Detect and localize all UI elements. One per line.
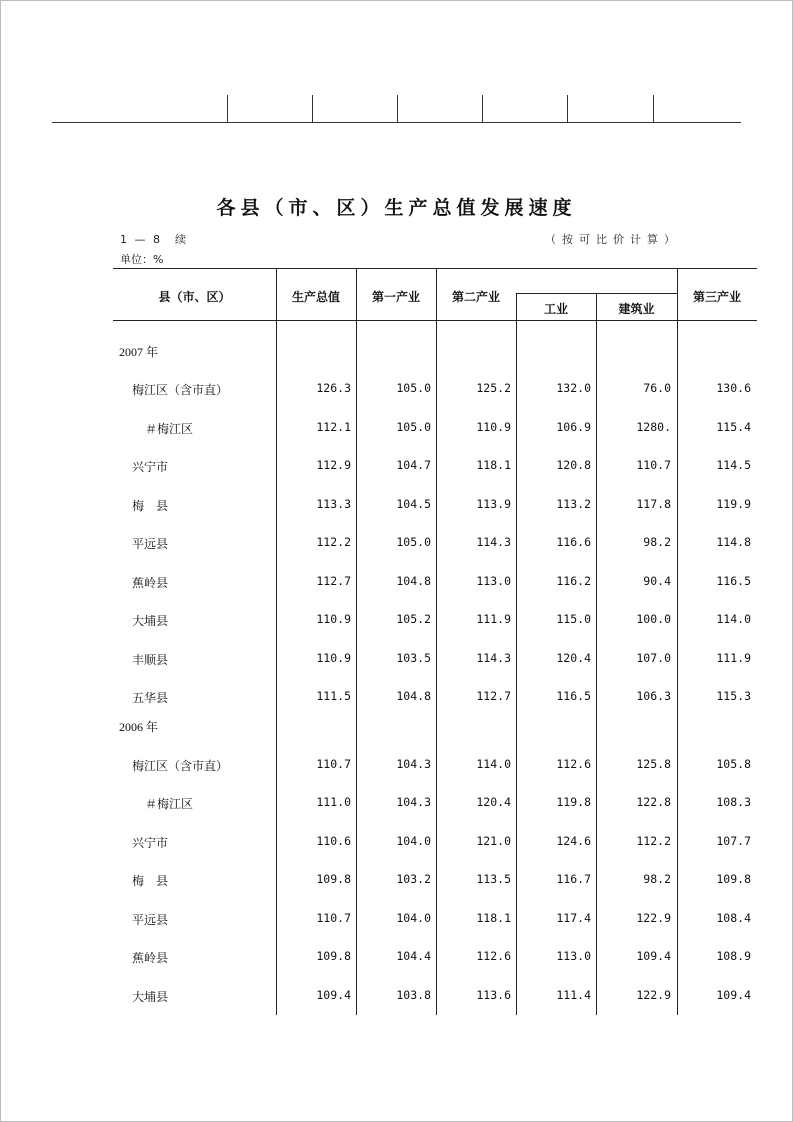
table-row: [113, 949, 757, 969]
primary-cell: 105.0: [396, 381, 431, 395]
county-name: ＃梅江区: [145, 422, 194, 436]
county-name: 五华县: [132, 691, 169, 705]
county-name: 梅 县: [132, 874, 169, 888]
table-row: [113, 535, 757, 555]
year-label: 2006 年: [119, 720, 159, 734]
unit-label: 单位：%: [120, 253, 164, 266]
gdp-cell: 109.8: [316, 949, 351, 963]
county-name: 大埔县: [132, 990, 169, 1004]
stub-divider: [567, 95, 568, 123]
header-secondary: 第二产业: [451, 290, 500, 304]
secondary-cell: 113.6: [476, 988, 511, 1002]
tertiary-cell: 115.3: [716, 689, 751, 703]
year-row: [113, 718, 757, 738]
table-row: [113, 651, 757, 671]
gdp-cell: 110.9: [316, 651, 351, 665]
tertiary-cell: 109.4: [716, 988, 751, 1002]
secondary-cell: 125.2: [476, 381, 511, 395]
primary-cell: 104.8: [396, 689, 431, 703]
tertiary-cell: 130.6: [716, 381, 751, 395]
gdp-cell: 110.9: [316, 612, 351, 626]
construction-cell: 122.9: [636, 911, 671, 925]
tertiary-cell: 109.8: [716, 872, 751, 886]
gdp-cell: 111.0: [316, 795, 351, 809]
county-name: 丰顺县: [132, 653, 169, 667]
primary-cell: 103.5: [396, 651, 431, 665]
stub-divider: [482, 95, 483, 123]
primary-cell: 103.2: [396, 872, 431, 886]
construction-cell: 106.3: [636, 689, 671, 703]
secondary-cell: 118.1: [476, 911, 511, 925]
table-number: 1 — 8 续: [120, 233, 188, 246]
table-row: [113, 988, 757, 1008]
county-name: 梅江区（含市直）: [132, 759, 229, 773]
table-row: [113, 612, 757, 632]
construction-cell: 90.4: [643, 574, 671, 588]
gdp-cell: 110.6: [316, 834, 351, 848]
county-name: 梅 县: [132, 499, 169, 513]
primary-cell: 104.3: [396, 757, 431, 771]
primary-cell: 105.2: [396, 612, 431, 626]
industry-cell: 116.5: [556, 689, 591, 703]
industry-cell: 115.0: [556, 612, 591, 626]
construction-cell: 117.8: [636, 497, 671, 511]
table-row: [113, 458, 757, 478]
industry-cell: 119.8: [556, 795, 591, 809]
header-primary: 第一产业: [371, 290, 420, 304]
primary-cell: 104.3: [396, 795, 431, 809]
year-row: [113, 343, 757, 363]
construction-cell: 76.0: [643, 381, 671, 395]
table-row: [113, 834, 757, 854]
header-gdp: 生产总值: [291, 290, 340, 304]
gdp-cell: 109.8: [316, 872, 351, 886]
county-name: 大埔县: [132, 614, 169, 628]
secondary-cell: 111.9: [476, 612, 511, 626]
construction-cell: 110.7: [636, 458, 671, 472]
county-name: 兴宁市: [132, 836, 169, 850]
tertiary-cell: 111.9: [716, 651, 751, 665]
county-name: 兴宁市: [132, 460, 169, 474]
gdp-cell: 112.7: [316, 574, 351, 588]
tertiary-cell: 107.7: [716, 834, 751, 848]
table-row: [113, 757, 757, 777]
table-row: [113, 574, 757, 594]
table-row: [113, 872, 757, 892]
gdp-cell: 110.7: [316, 911, 351, 925]
construction-cell: 98.2: [643, 872, 671, 886]
industry-cell: 120.4: [556, 651, 591, 665]
stub-divider: [653, 95, 654, 123]
industry-cell: 113.2: [556, 497, 591, 511]
header-construction: 建筑业: [618, 302, 655, 316]
stub-divider: [312, 95, 313, 123]
industry-cell: 113.0: [556, 949, 591, 963]
construction-cell: 125.8: [636, 757, 671, 771]
primary-cell: 104.5: [396, 497, 431, 511]
tertiary-cell: 108.4: [716, 911, 751, 925]
secondary-cell: 112.6: [476, 949, 511, 963]
gdp-cell: 126.3: [316, 381, 351, 395]
stub-divider: [397, 95, 398, 123]
primary-cell: 104.4: [396, 949, 431, 963]
county-name: 平远县: [132, 913, 169, 927]
county-name: ＃梅江区: [145, 797, 194, 811]
tertiary-cell: 114.8: [716, 535, 751, 549]
construction-cell: 1280.: [636, 420, 671, 434]
secondary-cell: 110.9: [476, 420, 511, 434]
primary-cell: 105.0: [396, 420, 431, 434]
header-tertiary: 第三产业: [692, 290, 741, 304]
construction-cell: 122.8: [636, 795, 671, 809]
industry-cell: 117.4: [556, 911, 591, 925]
table-row: [113, 497, 757, 517]
tertiary-cell: 114.0: [716, 612, 751, 626]
stub-divider: [227, 95, 228, 123]
industry-cell: 132.0: [556, 381, 591, 395]
tertiary-cell: 119.9: [716, 497, 751, 511]
tertiary-cell: 115.4: [716, 420, 751, 434]
header-county: 县（市、区）: [158, 290, 231, 304]
secondary-cell: 121.0: [476, 834, 511, 848]
primary-cell: 104.0: [396, 834, 431, 848]
secondary-cell: 114.3: [476, 651, 511, 665]
gdp-cell: 111.5: [316, 689, 351, 703]
construction-cell: 112.2: [636, 834, 671, 848]
county-name: 平远县: [132, 537, 169, 551]
tertiary-cell: 108.9: [716, 949, 751, 963]
industry-cell: 106.9: [556, 420, 591, 434]
table-row: [113, 420, 757, 440]
gdp-cell: 110.7: [316, 757, 351, 771]
county-name: 梅江区（含市直）: [132, 383, 229, 397]
industry-cell: 116.7: [556, 872, 591, 886]
tertiary-cell: 105.8: [716, 757, 751, 771]
primary-cell: 104.8: [396, 574, 431, 588]
primary-cell: 104.0: [396, 911, 431, 925]
table-row: [113, 689, 757, 709]
secondary-cell: 113.9: [476, 497, 511, 511]
tertiary-cell: 114.5: [716, 458, 751, 472]
industry-cell: 116.6: [556, 535, 591, 549]
construction-cell: 98.2: [643, 535, 671, 549]
construction-cell: 109.4: [636, 949, 671, 963]
gdp-cell: 112.1: [316, 420, 351, 434]
gdp-cell: 112.9: [316, 458, 351, 472]
header-bottom-rule: [113, 320, 757, 321]
table-row: [113, 795, 757, 815]
construction-cell: 107.0: [636, 651, 671, 665]
secondary-cell: 118.1: [476, 458, 511, 472]
industry-cell: 120.8: [556, 458, 591, 472]
primary-cell: 103.8: [396, 988, 431, 1002]
price-basis-note: （按可比价计算）: [545, 233, 681, 246]
industry-cell: 111.4: [556, 988, 591, 1002]
table-row: [113, 911, 757, 931]
construction-cell: 122.9: [636, 988, 671, 1002]
header-industry: 工业: [543, 302, 568, 316]
industry-cell: 116.2: [556, 574, 591, 588]
secondary-cell: 113.0: [476, 574, 511, 588]
construction-cell: 100.0: [636, 612, 671, 626]
secondary-cell: 120.4: [476, 795, 511, 809]
primary-cell: 105.0: [396, 535, 431, 549]
secondary-cell: 114.3: [476, 535, 511, 549]
industry-cell: 112.6: [556, 757, 591, 771]
tertiary-cell: 108.3: [716, 795, 751, 809]
year-label: 2007 年: [119, 345, 159, 359]
page-title: 各县（市、区）生产总值发展速度: [216, 197, 577, 219]
tertiary-cell: 116.5: [716, 574, 751, 588]
table-top-rule: [113, 268, 757, 269]
secondary-cell: 113.5: [476, 872, 511, 886]
secondary-cell: 114.0: [476, 757, 511, 771]
county-name: 蕉岭县: [132, 576, 169, 590]
gdp-cell: 109.4: [316, 988, 351, 1002]
primary-cell: 104.7: [396, 458, 431, 472]
county-name: 蕉岭县: [132, 951, 169, 965]
industry-cell: 124.6: [556, 834, 591, 848]
gdp-cell: 112.2: [316, 535, 351, 549]
gdp-cell: 113.3: [316, 497, 351, 511]
secondary-cell: 112.7: [476, 689, 511, 703]
table-row: [113, 381, 757, 401]
